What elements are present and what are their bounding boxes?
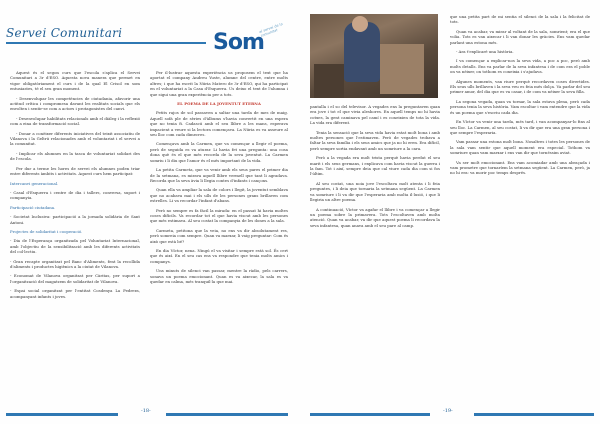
paragraph: Quan va acabar, va mirar al voltant de la sala, somrient; era el que volia. Tots es van aixecar i li van donar les gràcies. Ens vam quedar parlant una estona més.: [450, 28, 590, 45]
footer-rule: [6, 413, 118, 416]
paragraph: La segona vegada, quan va tornar, la sala estava plena, però cada persona tenia la seva història. Vam escoltar i vam entendre que la vida és un poema que s'escriu cada dia.: [450, 98, 590, 115]
paragraph: - Desenvolupar les competències de ciutadania, afavorir una actitud crítica i compromesa davant les realitats socials que els envolten i sentir-se com a actors i protagonistes del canvi.: [10, 95, 140, 112]
paragraph: Carmeta, petitona que la veia, no ens va dir absolutament res, però somreia com sempre. Quan va marxar, li vaig preguntar: Com és això que està bé?: [150, 227, 288, 244]
paragraph: Per il·lustrar aquesta experiència us proposem el text que ha aportat el company Andreu Yuste, alumne del centre, entre molts altres; i que ha escrit la Núria Matero de 3r d'ESO, qui ha participat en el voluntariat a la Casa d'Esquerra. Us deixo el text de l'alumna i que sigui una gran experiència per a tots.: [150, 70, 288, 97]
paragraph: - Desenvolupar habilitats relacionals amb el diàleg i la reflexió com a eina de transformació social.: [10, 115, 140, 127]
paragraph: Vam passar una estona molt bona. Nosaltres i totes les persones de la sala vam sentir que aquell moment era especial. Tothom va somriure quan vam marxar i ens van dir que tornéssim aviat.: [450, 139, 590, 156]
section-title: Servei Comunitari: [6, 26, 123, 40]
photo-shadow: [314, 64, 344, 98]
paragraph: En Víctor va venir una tarda, més tard, i van acompanyar-lo fins al seu lloc. La Carmen, al seu costat, li va dir que era una gran persona i que sempre l'esperaria.: [450, 119, 590, 135]
paragraph: Petits rajos de sol passaven a saltar una tarda de mes de maig. Aquell sofà ple de sèries d'àlbums s'havia convertit en una espera que no tenia fi. Cadascú amb el seu llibre a les mans, esperava impacient a veure si la lectora començava. La Núria es va asseure al seu lloc com cada dimecres.: [150, 110, 288, 138]
right-column-1: [310, 104, 440, 232]
footer-rule: [166, 413, 288, 416]
left-column-2: [150, 70, 288, 288]
paragraph: Aquest és el segon curs que l'escola s'aplica el Servei Comunitari a 3r d'ESO. Aquesta nova manera que permet en vigor obligatòriament el curs i de la qual El Crisol en som entusiastes, té el seu gran moment.: [10, 70, 140, 92]
paragraph: - Ara t'explicaré una història.: [456, 49, 514, 55]
photo-head: [352, 16, 368, 32]
paragraph: - Gran recapte organitzat pel Banc d'Aliments, fent la recollida d'aliments i productes higiènics a la ciutat de Vilanova.: [10, 258, 140, 269]
paragraph: La petita Carmeta, que va venir amb els seus pares el primer dia de la setmana, es mirava aquell llibre vermell que tant li agradava. Recorda que la seva àvia li llegia contes d'infants i cançons.: [150, 167, 288, 183]
paragraph: - Dia de l'Esperança organitzada pel Voluntariat Internacional, amb l'objectiu de la sensibilització amb les diferents activitats del col·lectiu.: [10, 238, 140, 255]
paragraph: I va començar a explicar-nos la seva vida, a poc a poc, però amb molts detalls. Ens va parlar de la seva infantesa i de com era el poble on va néixer, on tothom es coneixia i s'ajudava.: [450, 58, 590, 75]
paragraph: Començava amb la Carmen, que va començar a llegir el poema, però de seguida es va aturar. Li havia fet una pregunta: una cosa dona què és el que més recorda de la seva joventut. La Carmen somriu i li diu que l'amor és el més important de la vida.: [150, 141, 288, 163]
poem-title: EL POEMA DE LA JOVENTUT ETERNA: [177, 101, 261, 107]
photo-boxes: [380, 44, 424, 94]
footer-rule: [310, 413, 430, 416]
subheading: Intercanvi generacional.: [10, 180, 59, 186]
right-page: [300, 0, 600, 424]
paragraph: Però a la vegada era molt trista perquè havia perdut el seu marit i els seus germans, i explicava com havia viscut la guerra i la fam. Tot i així, sempre deia que cal viure cada dia com si fos l'últim.: [310, 155, 440, 177]
paragraph: Va ser molt emocionant. Ens vam acomiadar amb una abraçada i vam prometre que tornaríem la setmana següent. La Carmen, però, ja no hi era: va morir poc temps després.: [450, 159, 590, 176]
logo-subtitle: el servei de la comunitat: [258, 21, 284, 38]
paragraph: - Societat Inclusiva: participació a la jornada solidària de Sant Antoni.: [10, 214, 140, 225]
paragraph: - Implicar els alumnes en la tasca de voluntariat solidari des de l'escola.: [10, 150, 140, 162]
subheading: Projectes de solidaritat i cooperació.: [10, 228, 83, 234]
subheading: Participació ciutadana.: [10, 204, 56, 210]
som-logo: [213, 21, 293, 60]
paragraph: - Economat de Vilanova organitzat per Càritas, per suport a l'organització del magatzem de solidaritat de Vilanova.: [10, 273, 140, 284]
volunteer-photo: [310, 14, 438, 98]
paragraph: Tenia la sensació que la seva vida havia estat molt bona i amb moltes persones que l'estimaven. Però de vegades trobava a faltar la seva família i els seus amics que ja no hi eren. Era difícil, però sempre sortia endavant amb un somriure a la cara.: [310, 129, 440, 151]
paragraph: - Espai social organitzat per l'entitat Cosdenya La Pedrera, acompanyant infants i joves.: [10, 288, 140, 299]
paragraph: Però no sempre es fa fàcil la mirada: en el passat hi havia moltes coses difícils. Va recordar tot el que havia viscut amb les persones que més estimava. Al seu costat la companyia de les dones a la sala.: [150, 207, 288, 224]
paragraph: Uns minuts de silenci van passar, mentre la ràdio, pels carrers, sonava un poema emocionant. Quan es va aixecar, la sala es va quedar en calma, més tranquil·la que mai.: [150, 268, 288, 284]
paragraph: pantalla i el so del televisor. A vegades ens la preguntaven quan era jove i tot el que vivia aleshores. En aquell temps no hi havia cotxes, la gent caminava pel camí i es coneixien de tota la vida. La vida era diferent.: [310, 104, 440, 126]
page-number: -19-: [443, 408, 453, 414]
paragraph: Algunes moments, van riure perquè recordaven coses divertides. Els seus ulls brillaven i la seva veu es feia més dolça. Va parlar del seu primer amor, del dia que es va casar, i de com va néixer la seva filla.: [450, 78, 590, 95]
paragraph: A continuació, Víctor va agafar el llibre i va començar a llegir un poema sobre la primavera. Tots l'escoltaven amb molta atenció. Quan va acabar, va dir que aquest poema li recordava la seva infantesa, quan anava amb el seu pare al camp.: [310, 206, 440, 228]
page-number: -18-: [141, 408, 151, 414]
paragraph: En dia Víctor, nena. Ningú el va visitar i sempre està sol. És cert que és així. En el seu cas ens va respondre que tenia molts amics i companys.: [150, 247, 288, 264]
paragraph: - Donar a conèixer diferents iniciatives del teixit associatiu de Vilanova i la Geltrú relacionades amb el voluntariat i el servei a la comunitat.: [10, 130, 140, 147]
footer-rule: [474, 413, 594, 416]
paragraph: que una petita part de mi sentia el silenci de la sala i la felicitat de tots.: [450, 14, 590, 25]
paragraph: Per dur a terme les hores de servei els alumnes poden triar entre diferents àmbits i activitats. Aquest curs hem participat:: [10, 165, 140, 177]
logo-text: Som: [213, 30, 264, 55]
left-column-1: [10, 70, 140, 303]
paragraph: Al seu costat, una noia jove l'escoltava molt atenta i li feia preguntes, i li deia que tornaria la setmana següent. La Carmen va somriure i li va dir que l'esperaria amb molta il·lusió, i que li llegiria un altre poema.: [310, 180, 440, 203]
right-column-2: [450, 14, 590, 180]
header-rule: [6, 42, 206, 44]
paragraph: Quan ella va ampliar la sala de colors i llegit, la joventut semblava que no acabava mai i els ulls de les persones grans brillaven com estrelles. Li va recordar l'infant d'abans.: [150, 187, 288, 204]
paragraph: - Casal d'Esquerra i centre de dia i tallers, conversa, suport i companyia.: [10, 189, 140, 201]
